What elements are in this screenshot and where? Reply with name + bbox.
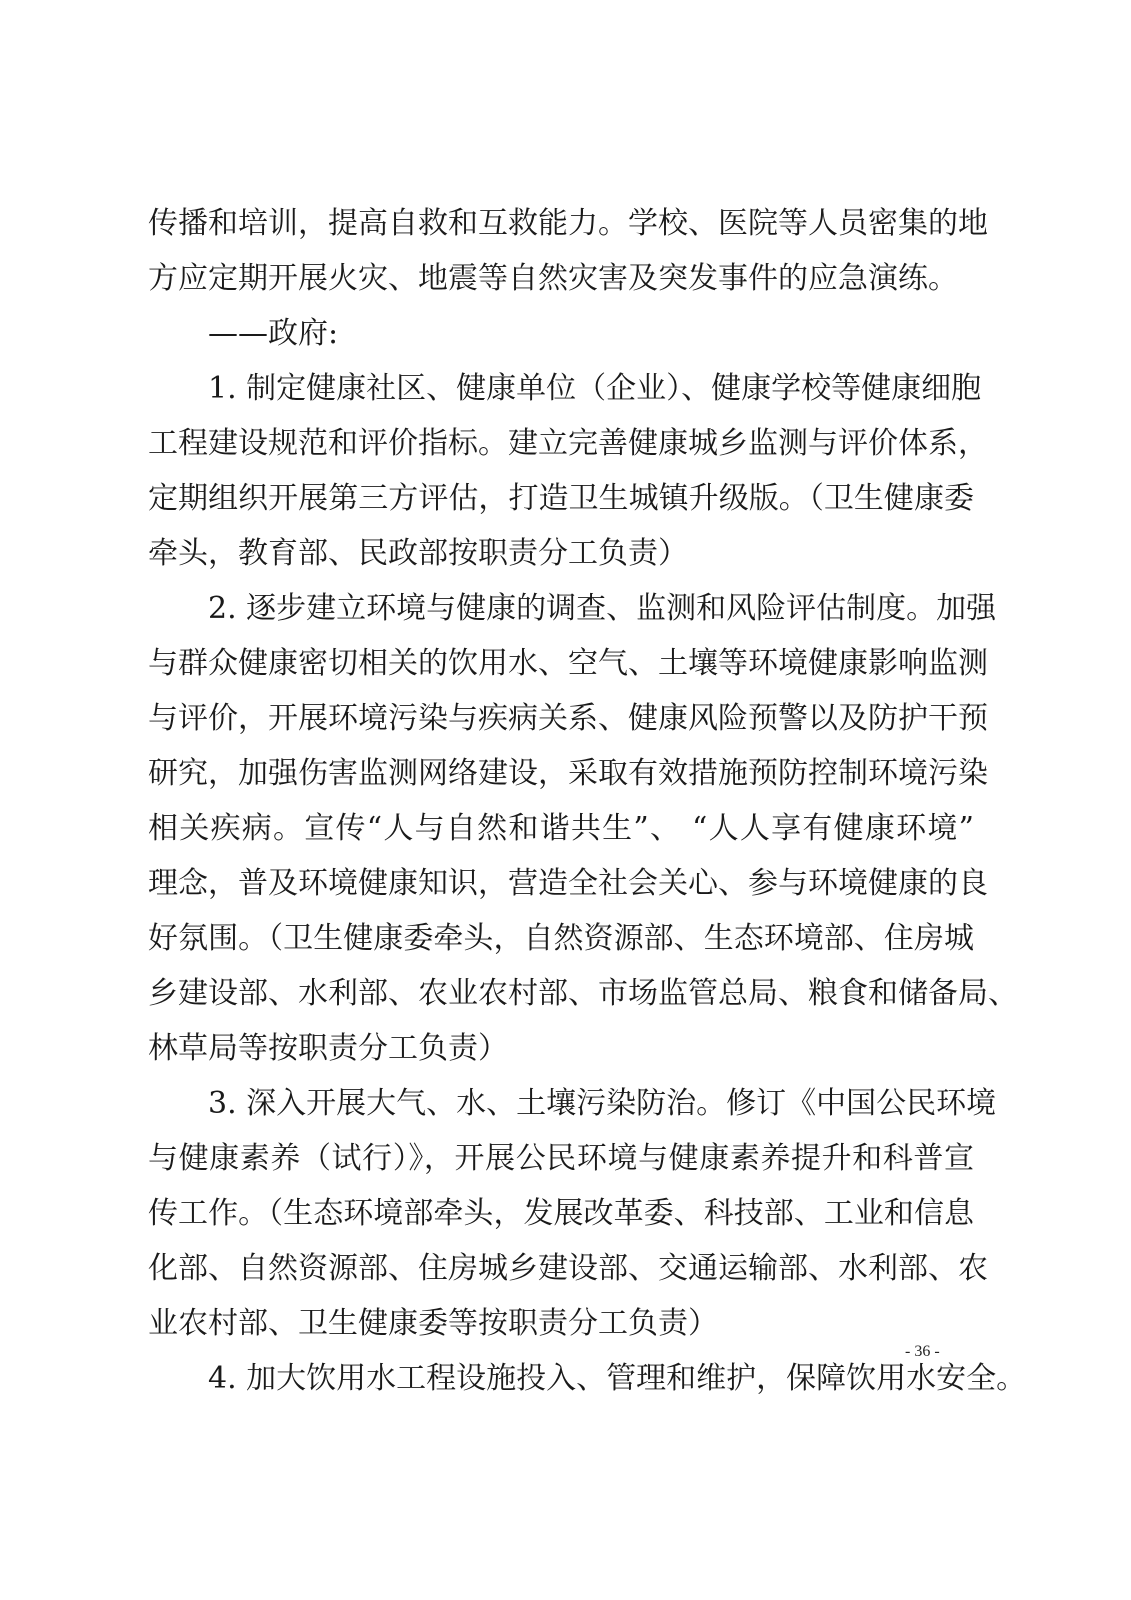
text-line: 与群众健康密切相关的饮用水、空气、土壤等环境健康影响监测 [148, 646, 988, 681]
text-line: 乡建设部、水利部、农业农村部、市场监管总局、粮食和储备局、 [148, 976, 1018, 1011]
text-line: 与健康素养（试行）》，开展公民环境与健康素养提升和科普宣 [148, 1141, 974, 1176]
text-line: 相关疾病。宣传“人与自然和谐共生”、 “人人享有健康环境” [148, 811, 974, 846]
page-number: - 36 - [905, 1343, 940, 1360]
text-line: 业农村部、卫生健康委等按职责分工负责） [148, 1306, 718, 1341]
text-line: 林草局等按职责分工负责） [148, 1031, 508, 1066]
section-heading: ——政府: [208, 316, 339, 351]
text-line: 传工作。（生态环境部牵头，发展改革委、科技部、工业和信息 [148, 1196, 974, 1231]
text-line: 定期组织开展第三方评估，打造卫生城镇升级版。（卫生健康委 [148, 481, 974, 516]
text-line: 方应定期开展火灾、地震等自然灾害及突发事件的应急演练。 [148, 261, 958, 296]
text-line: 3. 深入开展大气、水、土壤污染防治。修订《中国公民环境 [208, 1086, 997, 1121]
text-line: 好氛围。（卫生健康委牵头，自然资源部、生态环境部、住房城 [148, 921, 974, 956]
text-line: 传播和培训，提高自救和互救能力。学校、医院等人员密集的地 [148, 206, 988, 241]
text-line: 1. 制定健康社区、健康单位（企业）、健康学校等健康细胞 [208, 371, 982, 406]
text-line: 研究，加强伤害监测网络建设，采取有效措施预防控制环境污染 [148, 756, 988, 791]
text-line: 工程建设规范和评价指标。建立完善健康城乡监测与评价体系， [148, 426, 988, 461]
text-line: 2. 逐步建立环境与健康的调查、监测和风险评估制度。加强 [208, 591, 997, 626]
text-line: 牵头，教育部、民政部按职责分工负责） [148, 536, 688, 571]
text-line: 与评价，开展环境污染与疾病关系、健康风险预警以及防护干预 [148, 701, 988, 736]
text-line: 化部、自然资源部、住房城乡建设部、交通运输部、水利部、农 [148, 1251, 988, 1286]
document-body [148, 196, 1027, 1406]
text-line: 4. 加大饮用水工程设施投入、管理和维护，保障饮用水安全。 [208, 1361, 1027, 1396]
text-line: 理念，普及环境健康知识，营造全社会关心、参与环境健康的良 [148, 866, 988, 901]
